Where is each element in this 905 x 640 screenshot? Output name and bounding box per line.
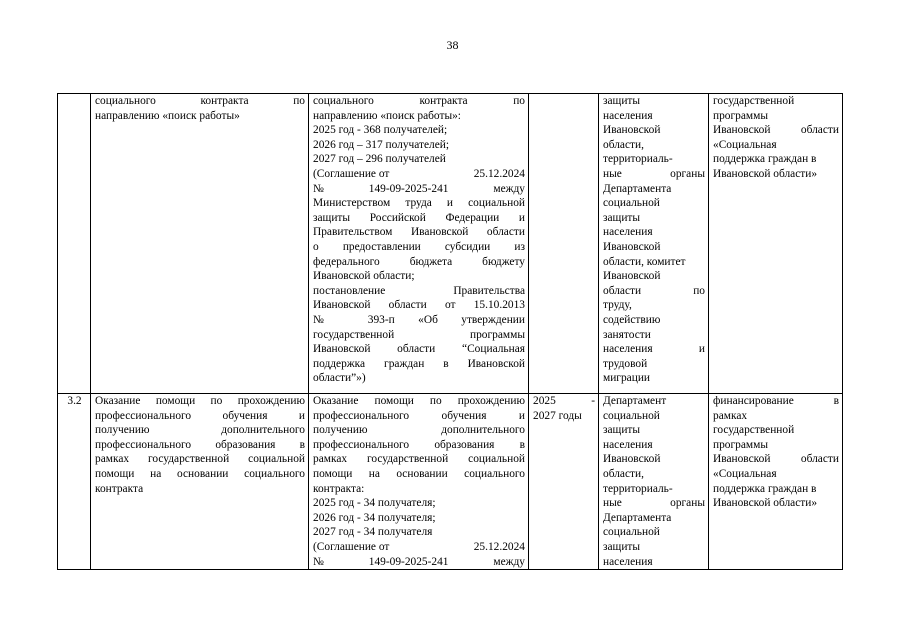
text-line: Оказание помощи по прохождению (95, 395, 305, 407)
text-line: Ивановской области (713, 453, 839, 466)
text-line: Ивановской (603, 124, 661, 137)
text-line: поддержка граждан в (713, 153, 817, 166)
text-line: населения (603, 226, 653, 239)
text-line: профессионального обучения и (95, 409, 305, 422)
text-line: государственной (713, 424, 795, 437)
text-line: Ивановской (603, 240, 661, 253)
page-number: 38 (446, 38, 459, 52)
text-line: социального контракта по (313, 95, 525, 107)
text-line: населения (603, 438, 653, 451)
text-line: населения (603, 109, 653, 122)
funding-cell (709, 394, 843, 570)
result-cell (309, 94, 529, 394)
text-line: 2025 год - 34 получателя; (313, 497, 436, 510)
text-line: рамках государственной социальной (95, 453, 305, 466)
text-line: Ивановской области “Социальная (313, 343, 525, 356)
text-line: территориаль- (603, 482, 673, 495)
text-line: поддержка граждан в Ивановской (313, 357, 525, 370)
table-row (58, 394, 843, 570)
text-line: области, (603, 467, 644, 480)
text-line: Департамента (603, 511, 672, 524)
text-line: 2026 год - 34 получателя; (313, 511, 436, 524)
text-line: контракта: (313, 482, 365, 495)
executor-cell (599, 94, 709, 394)
period-dash: - (591, 395, 595, 407)
text-line: содействию (603, 313, 661, 326)
text-line: рамках (713, 409, 748, 422)
text-line: Ивановской области» (713, 167, 818, 180)
text-line: программы (713, 109, 768, 122)
text-line: рамках государственной социальной (313, 453, 525, 466)
text-line: получению дополнительного (95, 424, 305, 437)
text-line: поддержка граждан в (713, 482, 817, 495)
agreement-number-line (313, 182, 525, 197)
agreement-date: 25.12.2024 (473, 167, 525, 180)
text-line: ные органы (603, 497, 705, 510)
text-line: 2027 год – 296 получателей (313, 153, 446, 166)
text-line: Ивановской (603, 453, 661, 466)
text-line: профессионального образования в (95, 438, 305, 451)
text-line: социальной (603, 409, 660, 422)
text-line: ные органы (603, 167, 705, 180)
text-line: получению дополнительного (313, 424, 525, 437)
text-line: о предоставлении субсидии из (313, 240, 525, 253)
period-cell (529, 394, 599, 570)
text-line: Ивановской области» (713, 497, 818, 510)
text-line: № 393-п «Об утверждении (313, 313, 525, 326)
text-line: населения (603, 555, 653, 568)
agreement-tail: между (493, 182, 525, 195)
period-end: 2027 годы (533, 409, 582, 422)
row-number-cell (58, 94, 91, 394)
text-line: Ивановской (603, 270, 661, 283)
text-line: Министерством труда и социальной (313, 197, 525, 210)
text-line: профессионального образования в (313, 438, 525, 451)
text-line: государственной программы (313, 328, 525, 341)
text-line: защиты (603, 211, 641, 224)
text-line: 2025 год - 368 получателей; (313, 124, 448, 137)
text-line: «Социальная (713, 138, 777, 151)
agreement-date: 25.12.2024 (473, 540, 525, 553)
program-table (57, 93, 843, 570)
text-line: 2027 год - 34 получателя (313, 526, 433, 539)
text-line: защиты (603, 424, 641, 437)
text-line: миграции (603, 372, 651, 385)
text-line: области по (603, 284, 705, 297)
text-line: трудовой (603, 357, 648, 370)
agreement-tail: между (493, 555, 525, 568)
result-cell (309, 394, 529, 570)
text-line: населения и (603, 343, 705, 356)
row-number-cell: 3.2 (58, 394, 91, 570)
table-row (58, 94, 843, 394)
text-line: социального контракта по (95, 95, 305, 107)
text-line: Ивановской области; (313, 270, 415, 283)
agreement-line (313, 540, 525, 555)
text-line: социальной (603, 526, 660, 539)
text-line: защиты (603, 540, 641, 553)
text-line: Ивановской области (713, 124, 839, 137)
text-line: области, (603, 138, 644, 151)
text-line: направлению «поиск работы» (95, 109, 240, 122)
funding-cell (709, 94, 843, 394)
period-cell (529, 94, 599, 394)
text-line: области, комитет (603, 255, 686, 268)
text-line: направлению «поиск работы»: (313, 109, 461, 122)
text-line: профессионального обучения и (313, 409, 525, 422)
period-start: 2025 (533, 395, 556, 407)
text-line: территориаль- (603, 153, 673, 166)
text-line: области”») (313, 372, 366, 385)
agreement-line (313, 167, 525, 182)
agreement-number: 149-09-2025-241 (368, 182, 449, 195)
text-line: 2026 год – 317 получателей; (313, 138, 450, 151)
agreement-label: (Соглашение от (313, 540, 390, 553)
number-sign: № (313, 182, 324, 195)
text-line: Департамента (603, 182, 672, 195)
text-line: труду, (603, 299, 632, 312)
text-line: постановление Правительства (313, 284, 525, 297)
text-line: социальной (603, 197, 660, 210)
agreement-number: 149-09-2025-241 (368, 555, 449, 568)
text-line: финансирование в (713, 395, 839, 407)
agreement-number-line (313, 555, 525, 570)
text-line: Оказание помощи по прохождению (313, 395, 525, 407)
text-line: Ивановской области от 15.10.2013 (313, 299, 525, 312)
measure-name-cell (91, 94, 309, 394)
text-line: государственной (713, 95, 795, 107)
text-line: Департамент (603, 395, 667, 407)
text-line: помощи на основании социального (313, 467, 525, 480)
text-line: «Социальная (713, 467, 777, 480)
text-line: федерального бюджета бюджету (313, 255, 525, 268)
text-line: помощи на основании социального (95, 467, 305, 480)
text-line: программы (713, 438, 768, 451)
text-line: Правительством Ивановской области (313, 226, 525, 239)
agreement-label: (Соглашение от (313, 167, 390, 180)
period-start-line (533, 394, 595, 409)
text-line: занятости (603, 328, 651, 341)
text-line: защиты Российской Федерации и (313, 211, 525, 224)
number-sign: № (313, 555, 324, 568)
text-line: защиты (603, 95, 641, 107)
measure-name-cell (91, 394, 309, 570)
executor-cell (599, 394, 709, 570)
text-line: контракта (95, 482, 144, 495)
